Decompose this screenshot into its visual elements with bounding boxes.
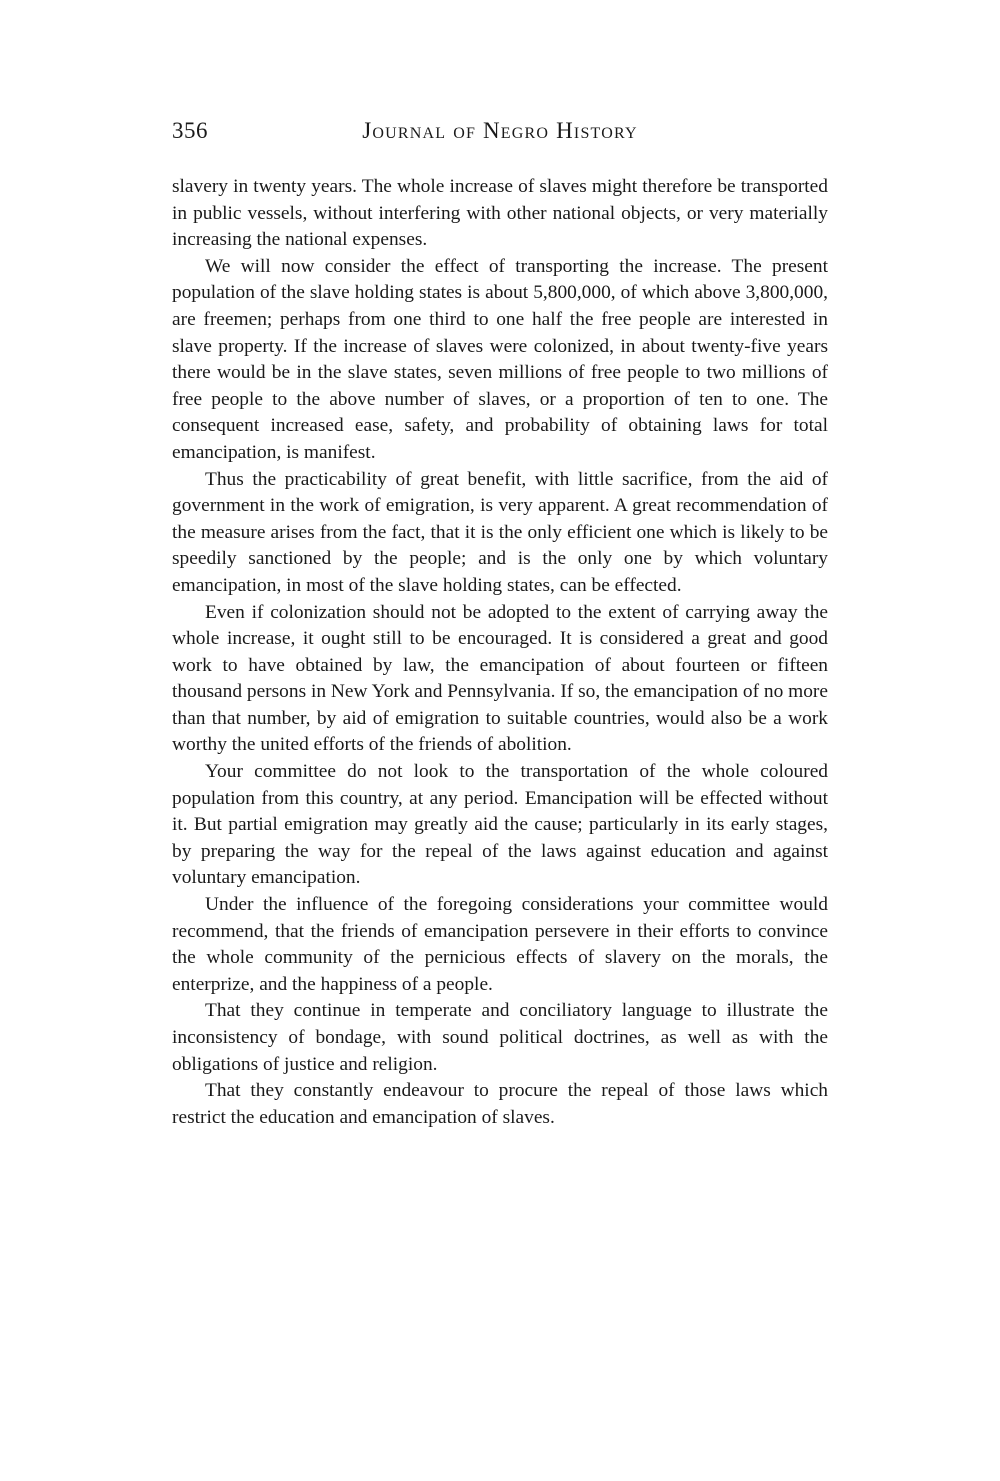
body-text: [172, 174, 828, 1131]
paragraph-continued: slavery in twenty years. The whole increase of slaves might therefore be transported in public vessels, without interfering with other national objects, or very materially increasing the national expenses.: [172, 176, 828, 251]
page-number: 356: [172, 118, 208, 143]
paragraph: That they continue in temperate and conciliatory language to illustrate the inconsistency of bondage, with sound political doctrines, as well as with the obligations of justice and religion.: [172, 1000, 828, 1075]
journal-title: Journal of Negro History: [362, 118, 638, 143]
running-head: [172, 118, 828, 152]
paragraph: Your committee do not look to the transportation of the whole coloured population from this country, at any period. Emancipation will be effected without it. But partial emigration may greatly aid the cause; particularly in its early stages, by preparing the way for the repeal of the laws against education and against voluntary emancipation.: [172, 761, 828, 889]
paragraph: That they constantly endeavour to procure the repeal of those laws which restrict the education and emancipation of slaves.: [172, 1080, 828, 1128]
paragraph: Thus the practicability of great benefit, with little sacrifice, from the aid of government in the work of emigration, is very apparent. A great recommendation of the measure arises from the fact, that it is the only efficient one which is likely to be speedily sanctioned by the people; and is the only one by which voluntary emancipation, in most of the slave holding states, can be effected.: [172, 468, 828, 596]
paragraph: We will now consider the effect of transporting the increase. The present population of the slave holding states is about 5,800,000, of which above 3,800,000, are freemen; perhaps from one third to one half the free people are interested in slave property. If the increase of slaves were colonized, in about twenty-five years there would be in the slave states, seven millions of free people to two millions of free people to the above number of slaves, or a proportion of ten to one. The consequent increased ease, safety, and probability of obtaining laws for total emancipation, is manifest.: [172, 255, 828, 463]
paragraph: Under the influence of the foregoing considerations your committee would recommend, that the friends of emancipation persevere in their efforts to convince the whole community of the pernicious effects of slavery on the morals, the enterprize, and the happiness of a people.: [172, 894, 828, 995]
paragraph: Even if colonization should not be adopted to the extent of carrying away the whole increase, it ought still to be encouraged. It is considered a great and good work to have obtained by law, the emancipation of about fourteen or fifteen thousand persons in New York and Pennsylvania. If so, the emancipation of no more than that number, by aid of emigration to suitable countries, would also be a work worthy the united efforts of the friends of abolition.: [172, 601, 828, 756]
